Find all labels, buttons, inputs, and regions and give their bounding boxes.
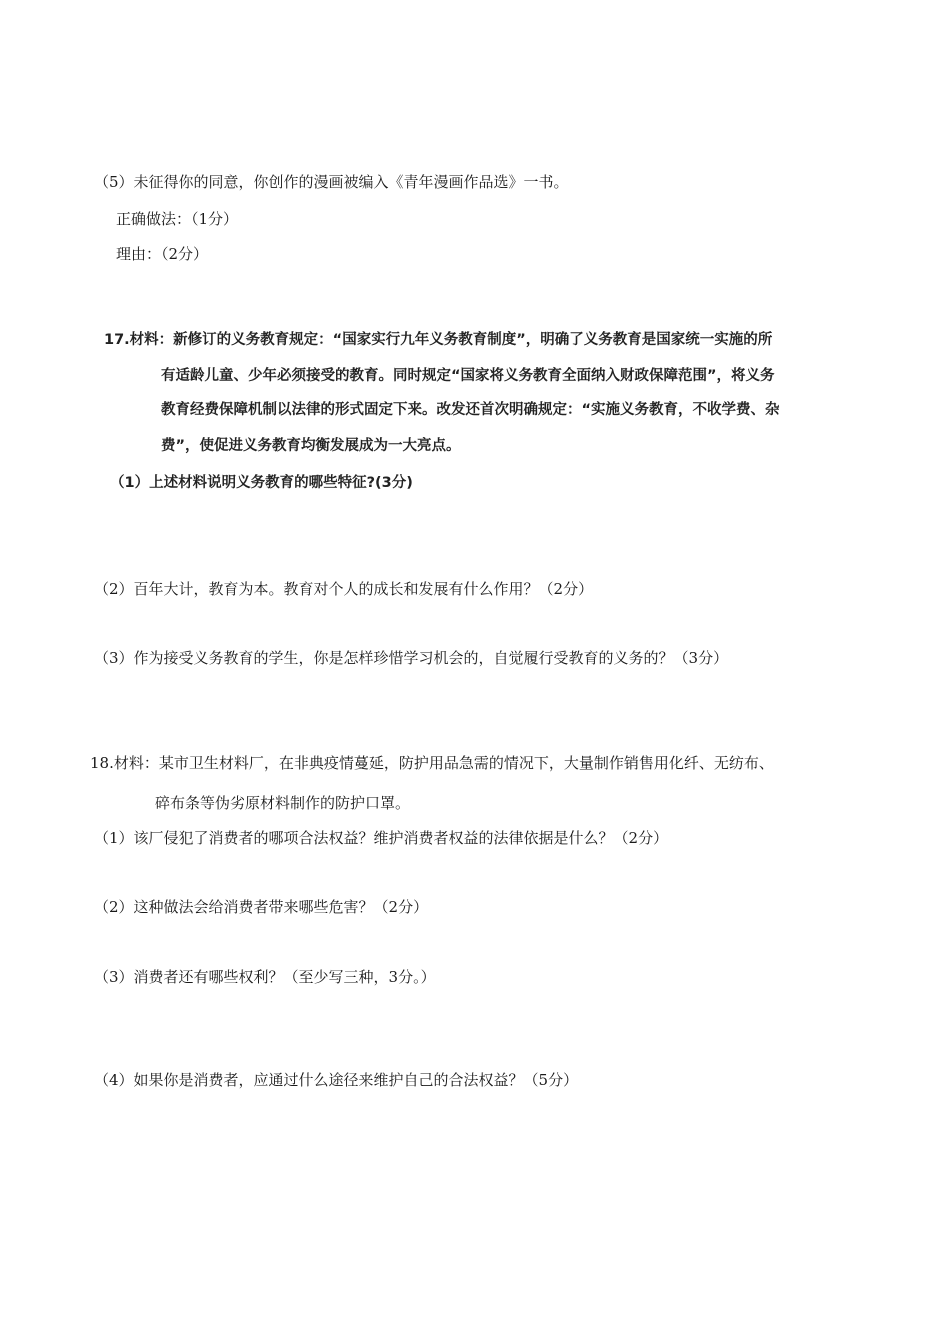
q18-question2: （2）这种做法会给消费者带来哪些危害？（2分） — [94, 898, 429, 916]
q16-correct-method: 正确做法：（1分） — [116, 210, 239, 228]
q18-material-line2: 碎布条等伪劣原材料制作的防护口罩。 — [155, 794, 411, 812]
q16-item5: （5）未征得你的同意，你创作的漫画被编入《青年漫画作品选》一书。 — [94, 173, 569, 191]
q16-reason: 理由：（2分） — [116, 245, 209, 263]
q17-question1: （1）上述材料说明义务教育的哪些特征?(3分) — [110, 475, 413, 491]
q18-material-line1: 18.材料：某市卫生材料厂，在非典疫情蔓延，防护用品急需的情况下，大量制作销售用化纤、无纺布、 — [90, 754, 774, 772]
q17-question3: （3）作为接受义务教育的学生，你是怎样珍惜学习机会的，自觉履行受教育的义务的？（3分） — [94, 649, 729, 667]
q18-question1: （1）该厂侵犯了消费者的哪项合法权益？维护消费者权益的法律依据是什么？（2分） — [94, 829, 669, 847]
q17-material-line2: 有适龄儿童、少年必须接受的教育。同时规定“国家将义务教育全面纳入财政保障范围”，将义务 — [161, 368, 775, 384]
q17-material-line3: 教育经费保障机制以法律的形式固定下来。改发还首次明确规定：“实施义务教育，不收学费、杂 — [161, 402, 780, 418]
q18-question4: （4）如果你是消费者，应通过什么途径来维护自己的合法权益？（5分） — [94, 1071, 579, 1089]
q17-material-line4: 费”，使促进义务教育均衡发展成为一大亮点。 — [161, 438, 461, 454]
q17-question2: （2）百年大计，教育为本。教育对个人的成长和发展有什么作用？（2分） — [94, 580, 594, 598]
q17-material-line1: 17.材料：新修订的义务教育规定：“国家实行九年义务教育制度”，明确了义务教育是国家统一实施的所 — [104, 332, 773, 348]
q18-question3: （3）消费者还有哪些权利？（至少写三种，3分。） — [94, 968, 436, 986]
